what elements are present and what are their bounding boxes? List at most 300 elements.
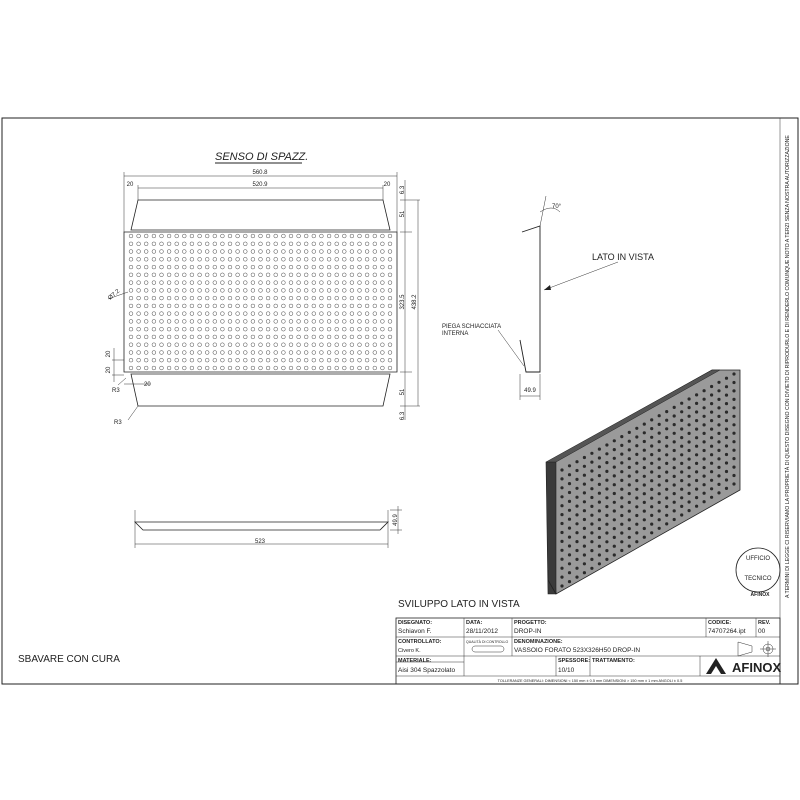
perforation-hole bbox=[205, 304, 209, 308]
iso-hole bbox=[628, 448, 631, 451]
perforation-hole bbox=[228, 366, 232, 370]
perforation-hole bbox=[350, 242, 354, 246]
iso-hole bbox=[710, 445, 713, 448]
perforation-hole bbox=[137, 250, 141, 254]
perforation-hole bbox=[297, 312, 301, 316]
perforation-hole bbox=[228, 304, 232, 308]
perforation-hole bbox=[175, 273, 179, 277]
iso-hole bbox=[613, 474, 616, 477]
iso-hole bbox=[725, 377, 728, 380]
perforation-hole bbox=[327, 320, 331, 324]
perforation-hole bbox=[327, 358, 331, 362]
iso-hole bbox=[568, 500, 571, 503]
top-flap-outline bbox=[131, 200, 390, 230]
perforation-hole bbox=[335, 335, 339, 339]
iso-hole bbox=[590, 522, 593, 525]
iso-hole bbox=[620, 470, 623, 473]
perforation-hole bbox=[190, 296, 194, 300]
iso-hole bbox=[717, 449, 720, 452]
perforation-hole bbox=[175, 250, 179, 254]
iso-hole bbox=[560, 522, 563, 525]
iso-hole bbox=[695, 488, 698, 491]
iso-hole bbox=[732, 432, 735, 435]
perforation-hole bbox=[175, 358, 179, 362]
perforation-hole bbox=[388, 327, 392, 331]
perforation-hole bbox=[335, 366, 339, 370]
perforation-hole bbox=[137, 335, 141, 339]
perforation-hole bbox=[350, 281, 354, 285]
iso-hole bbox=[560, 549, 563, 552]
perforation-hole bbox=[167, 234, 171, 238]
iso-hole bbox=[628, 457, 631, 460]
perforation-hole bbox=[304, 358, 308, 362]
perforation-hole bbox=[182, 257, 186, 261]
iso-hole bbox=[643, 492, 646, 495]
perforation-hole bbox=[228, 312, 232, 316]
perforation-hole bbox=[160, 366, 164, 370]
perforation-hole bbox=[137, 358, 141, 362]
perforation-hole bbox=[167, 250, 171, 254]
perforation-hole bbox=[358, 304, 362, 308]
iso-hole bbox=[732, 389, 735, 392]
perforation-hole bbox=[236, 366, 240, 370]
perforation-hole bbox=[282, 234, 286, 238]
perforation-hole bbox=[304, 312, 308, 316]
iso-hole bbox=[605, 479, 608, 482]
disegnato-label: DISEGNATO: bbox=[398, 620, 433, 626]
iso-hole bbox=[613, 545, 616, 548]
iso-hole bbox=[680, 445, 683, 448]
profile-outline bbox=[520, 226, 540, 372]
perforation-hole bbox=[236, 351, 240, 355]
perforation-hole bbox=[297, 234, 301, 238]
perforation-hole bbox=[144, 351, 148, 355]
perforation-hole bbox=[129, 343, 133, 347]
iso-hole bbox=[643, 457, 646, 460]
perforation-hole bbox=[358, 343, 362, 347]
perforation-hole bbox=[205, 335, 209, 339]
perforation-hole bbox=[365, 358, 369, 362]
perforation-hole bbox=[190, 351, 194, 355]
iso-hole bbox=[710, 411, 713, 414]
perforation-hole bbox=[144, 234, 148, 238]
perforation-hole bbox=[373, 265, 377, 269]
perforation-hole bbox=[144, 327, 148, 331]
iso-hole bbox=[717, 406, 720, 409]
iso-hole bbox=[688, 509, 691, 512]
denominazione-label: DENOMINAZIONE: bbox=[514, 639, 563, 645]
perforation-hole bbox=[373, 296, 377, 300]
dim-radius-2: R3 bbox=[114, 420, 122, 426]
perforation-hole bbox=[182, 343, 186, 347]
iso-hole bbox=[680, 462, 683, 465]
perforation-hole bbox=[160, 320, 164, 324]
perforation-hole bbox=[205, 250, 209, 254]
perforation-hole bbox=[304, 273, 308, 277]
iso-hole bbox=[650, 531, 653, 534]
perforation-hole bbox=[282, 366, 286, 370]
iso-hole bbox=[650, 514, 653, 517]
iso-hole bbox=[658, 475, 661, 478]
perforation-hole bbox=[304, 265, 308, 269]
perforation-hole bbox=[152, 281, 156, 285]
perforation-hole bbox=[282, 327, 286, 331]
perforation-hole bbox=[175, 327, 179, 331]
iso-hole bbox=[650, 462, 653, 465]
perforation-hole bbox=[335, 351, 339, 355]
iso-hole bbox=[688, 397, 691, 400]
iso-hole bbox=[628, 466, 631, 469]
perforation-hole bbox=[243, 358, 247, 362]
perforation-hole bbox=[198, 358, 202, 362]
perforation-hole bbox=[274, 351, 278, 355]
perforation-hole bbox=[365, 320, 369, 324]
perforation-hole bbox=[221, 296, 225, 300]
perforation-hole bbox=[373, 366, 377, 370]
iso-hole bbox=[613, 448, 616, 451]
perforation-hole bbox=[335, 358, 339, 362]
perforation-hole bbox=[259, 289, 263, 293]
iso-hole bbox=[598, 501, 601, 504]
iso-hole bbox=[725, 411, 728, 414]
projection-symbol-icon bbox=[738, 641, 776, 657]
perforation-hole bbox=[335, 265, 339, 269]
perforation-hole bbox=[266, 320, 270, 324]
perforation-hole bbox=[320, 366, 324, 370]
perforation-hole bbox=[335, 289, 339, 293]
perforation-hole bbox=[259, 257, 263, 261]
perforation-hole bbox=[152, 250, 156, 254]
iso-hole bbox=[635, 540, 638, 543]
perforation-hole bbox=[160, 281, 164, 285]
iso-hole bbox=[613, 536, 616, 539]
iso-hole bbox=[732, 466, 735, 469]
perforation-hole bbox=[327, 335, 331, 339]
iso-hole bbox=[725, 402, 728, 405]
perforation-hole bbox=[365, 265, 369, 269]
perforation-hole bbox=[304, 351, 308, 355]
iso-hole bbox=[665, 479, 668, 482]
iso-hole bbox=[703, 475, 706, 478]
perforation-hole bbox=[213, 289, 217, 293]
iso-hole bbox=[635, 479, 638, 482]
perforation-hole bbox=[259, 327, 263, 331]
iso-hole bbox=[658, 449, 661, 452]
iso-hole bbox=[732, 381, 735, 384]
perforation-hole bbox=[304, 296, 308, 300]
perforation-hole bbox=[266, 366, 270, 370]
iso-hole bbox=[680, 505, 683, 508]
perforation-hole bbox=[266, 335, 270, 339]
perforation-hole bbox=[327, 312, 331, 316]
perforation-hole bbox=[320, 257, 324, 261]
perforation-hole bbox=[167, 257, 171, 261]
iso-hole bbox=[717, 398, 720, 401]
perforation-hole bbox=[365, 312, 369, 316]
iso-hole bbox=[590, 549, 593, 552]
iso-hole bbox=[628, 527, 631, 530]
iso-hole bbox=[598, 448, 601, 451]
dim-right-total: 438.2 bbox=[412, 294, 418, 310]
iso-hole bbox=[650, 523, 653, 526]
perforation-hole bbox=[304, 366, 308, 370]
iso-hole bbox=[568, 473, 571, 476]
perforation-hole bbox=[182, 312, 186, 316]
perforation-hole bbox=[243, 335, 247, 339]
perforation-hole bbox=[144, 320, 148, 324]
perforation-hole bbox=[221, 304, 225, 308]
spessore-value: 10/10 bbox=[558, 667, 575, 674]
perforation-hole bbox=[335, 343, 339, 347]
perforation-hole bbox=[160, 312, 164, 316]
perforation-hole bbox=[221, 320, 225, 324]
perforation-hole bbox=[243, 242, 247, 246]
iso-hole bbox=[695, 393, 698, 396]
perforation-hole bbox=[144, 304, 148, 308]
dim-inner-width: 520.9 bbox=[252, 182, 268, 188]
ufficio-tecnico-stamp bbox=[736, 548, 780, 598]
perforation-hole bbox=[221, 242, 225, 246]
iso-hole bbox=[658, 527, 661, 530]
perforation-hole bbox=[190, 273, 194, 277]
perforation-hole bbox=[266, 327, 270, 331]
perforation-hole bbox=[251, 242, 255, 246]
perforation-hole bbox=[213, 234, 217, 238]
perforation-hole bbox=[297, 327, 301, 331]
perforation-hole bbox=[289, 257, 293, 261]
perforation-hole bbox=[335, 250, 339, 254]
dim-right-mid: 323.5 bbox=[400, 294, 406, 310]
perforation-hole bbox=[152, 273, 156, 277]
iso-hole bbox=[568, 580, 571, 583]
iso-hole bbox=[673, 483, 676, 486]
perforation-hole bbox=[365, 304, 369, 308]
iso-hole bbox=[673, 475, 676, 478]
iso-hole bbox=[658, 509, 661, 512]
perforation-hole bbox=[144, 312, 148, 316]
iso-hole bbox=[703, 483, 706, 486]
perforation-hole bbox=[365, 257, 369, 261]
perforation-hole bbox=[358, 265, 362, 269]
iso-hole bbox=[628, 518, 631, 521]
perforation-hole bbox=[312, 242, 316, 246]
piega-label-line2: INTERNA bbox=[442, 331, 469, 337]
perforation-hole bbox=[327, 366, 331, 370]
perforation-hole bbox=[243, 234, 247, 238]
iso-hole bbox=[635, 427, 638, 430]
perforation-hole bbox=[182, 358, 186, 362]
perforation-hole bbox=[228, 257, 232, 261]
perforation-hole bbox=[274, 273, 278, 277]
perforation-hole bbox=[129, 242, 133, 246]
perforation-hole bbox=[282, 289, 286, 293]
iso-hole bbox=[643, 536, 646, 539]
perforation-hole bbox=[236, 358, 240, 362]
iso-hole bbox=[650, 418, 653, 421]
perforation-hole bbox=[160, 234, 164, 238]
perforation-hole bbox=[228, 327, 232, 331]
perforation-hole bbox=[221, 343, 225, 347]
iso-hole bbox=[650, 436, 653, 439]
perforation-hole bbox=[381, 304, 385, 308]
perforation-hole bbox=[160, 304, 164, 308]
perforation-hole bbox=[335, 257, 339, 261]
iso-hole bbox=[590, 567, 593, 570]
perforation-hole bbox=[388, 335, 392, 339]
perforation-hole bbox=[129, 366, 133, 370]
perforation-hole bbox=[282, 335, 286, 339]
perforation-hole bbox=[160, 296, 164, 300]
perforation-hole bbox=[182, 327, 186, 331]
perforation-hole bbox=[144, 296, 148, 300]
perforation-hole bbox=[327, 250, 331, 254]
perforation-hole bbox=[144, 265, 148, 269]
perforation-hole bbox=[167, 335, 171, 339]
iso-hole bbox=[665, 505, 668, 508]
perforation-hole bbox=[137, 242, 141, 246]
perforation-hole bbox=[236, 250, 240, 254]
perforation-hole bbox=[327, 234, 331, 238]
perforation-hole bbox=[236, 234, 240, 238]
iso-hole bbox=[643, 518, 646, 521]
perforation-hole bbox=[373, 289, 377, 293]
perforation-hole bbox=[221, 312, 225, 316]
perforation-hole bbox=[175, 366, 179, 370]
perforation-hole bbox=[198, 327, 202, 331]
perforation-hole bbox=[190, 343, 194, 347]
iso-hole bbox=[680, 402, 683, 405]
iso-hole bbox=[695, 470, 698, 473]
perforation-hole bbox=[221, 366, 225, 370]
iso-hole bbox=[680, 496, 683, 499]
iso-hole bbox=[575, 513, 578, 516]
perforation-hole bbox=[388, 351, 392, 355]
perforation-hole bbox=[205, 296, 209, 300]
perforation-hole bbox=[266, 250, 270, 254]
perforation-hole bbox=[297, 250, 301, 254]
iso-hole bbox=[598, 553, 601, 556]
perforation-hole bbox=[236, 289, 240, 293]
perforation-hole bbox=[205, 327, 209, 331]
perforation-hole bbox=[388, 296, 392, 300]
iso-hole bbox=[620, 435, 623, 438]
perforation-hole bbox=[205, 312, 209, 316]
iso-hole bbox=[628, 440, 631, 443]
iso-hole bbox=[710, 419, 713, 422]
perforation-hole bbox=[228, 273, 232, 277]
perforation-hole bbox=[198, 312, 202, 316]
iso-hole bbox=[643, 466, 646, 469]
perforation-hole bbox=[259, 335, 263, 339]
perforation-hole bbox=[221, 257, 225, 261]
iso-hole bbox=[613, 527, 616, 530]
trattamento-label: TRATTAMENTO: bbox=[592, 658, 635, 664]
perforation-hole bbox=[373, 257, 377, 261]
iso-hole bbox=[590, 514, 593, 517]
spessore-label: SPESSORE: bbox=[558, 658, 591, 664]
perforation-hole bbox=[350, 304, 354, 308]
perforation-hole bbox=[358, 327, 362, 331]
iso-hole bbox=[688, 466, 691, 469]
perforation-hole bbox=[304, 242, 308, 246]
perforation-hole bbox=[365, 366, 369, 370]
perforation-hole bbox=[243, 273, 247, 277]
iso-hole bbox=[710, 402, 713, 405]
perforation-hole bbox=[228, 320, 232, 324]
iso-hole bbox=[732, 423, 735, 426]
perforation-hole bbox=[350, 265, 354, 269]
perforation-hole bbox=[312, 250, 316, 254]
iso-hole bbox=[658, 501, 661, 504]
perforation-hole bbox=[129, 250, 133, 254]
perforation-hole bbox=[358, 242, 362, 246]
iso-hole bbox=[620, 461, 623, 464]
iso-hole bbox=[560, 486, 563, 489]
perforation-hole bbox=[388, 366, 392, 370]
perforation-hole bbox=[274, 320, 278, 324]
rev-value: 00 bbox=[758, 628, 766, 635]
iso-hole bbox=[673, 406, 676, 409]
iso-hole bbox=[703, 406, 706, 409]
perforation-hole bbox=[358, 234, 362, 238]
iso-hole bbox=[613, 518, 616, 521]
perforation-hole bbox=[175, 281, 179, 285]
iso-hole bbox=[568, 553, 571, 556]
perforation-hole bbox=[304, 250, 308, 254]
perforation-hole bbox=[236, 265, 240, 269]
iso-hole bbox=[583, 456, 586, 459]
iso-hole bbox=[635, 505, 638, 508]
perforation-hole bbox=[175, 320, 179, 324]
perforation-hole bbox=[236, 281, 240, 285]
iso-hole bbox=[620, 453, 623, 456]
perforation-hole bbox=[358, 273, 362, 277]
perforation-hole bbox=[251, 358, 255, 362]
perforation-hole bbox=[152, 312, 156, 316]
perforation-hole bbox=[342, 320, 346, 324]
iso-hole bbox=[665, 488, 668, 491]
iso-hole bbox=[695, 496, 698, 499]
perforation-hole bbox=[251, 366, 255, 370]
afinox-logo-icon bbox=[706, 658, 726, 674]
iso-hole bbox=[717, 389, 720, 392]
iso-hole bbox=[732, 474, 735, 477]
perforation-hole bbox=[198, 250, 202, 254]
qualita-label: QUALITÀ DI CONTROLLO bbox=[466, 640, 509, 644]
perforation-hole bbox=[205, 320, 209, 324]
perforation-hole bbox=[327, 265, 331, 269]
iso-hole bbox=[635, 531, 638, 534]
perforation-hole bbox=[152, 358, 156, 362]
perforation-hole bbox=[129, 273, 133, 277]
iso-hole bbox=[650, 479, 653, 482]
perforation-hole bbox=[251, 265, 255, 269]
perforation-hole bbox=[259, 281, 263, 285]
perforation-hole bbox=[373, 273, 377, 277]
perforation-hole bbox=[358, 296, 362, 300]
materiale-label: MATERIALE: bbox=[398, 658, 432, 664]
perforation-hole bbox=[274, 289, 278, 293]
perforation-hole bbox=[160, 242, 164, 246]
perforation-grid bbox=[129, 234, 392, 370]
perforation-hole bbox=[205, 289, 209, 293]
iso-hole bbox=[583, 509, 586, 512]
perforation-hole bbox=[274, 250, 278, 254]
iso-hole bbox=[650, 497, 653, 500]
perforation-hole bbox=[358, 281, 362, 285]
perforation-hole bbox=[320, 343, 324, 347]
perforation-hole bbox=[205, 265, 209, 269]
